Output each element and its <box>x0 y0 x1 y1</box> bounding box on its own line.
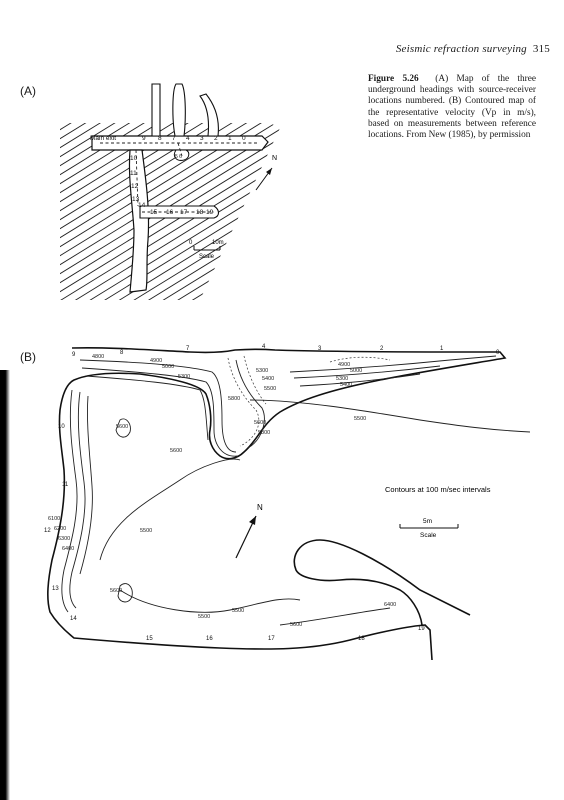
contour-value-label: 5600 <box>116 424 129 430</box>
scale-value-b: 5m <box>423 518 433 525</box>
panel-b-letter: (B) <box>20 350 36 364</box>
contour-interval-note: Contours at 100 m/sec intervals <box>385 485 491 494</box>
station-label: 4 <box>186 135 190 142</box>
station-label: 9 <box>142 135 146 142</box>
station-label: 10 <box>130 155 138 162</box>
contour-value-label: 4900 <box>150 358 163 364</box>
station-label: 14 <box>70 616 77 622</box>
station-label: 3 <box>200 135 204 142</box>
station-label: 3 <box>318 346 322 352</box>
running-head-title: Seismic refraction surveying <box>395 43 527 55</box>
station-label: 1 <box>440 346 444 352</box>
figure-caption-text: (A) Map of the three underground headings with source-receiver locations numbered. (B) Contoured map of the representative velocity (Vp in m/s), based on measurements between reference locations. From New (1985), by permission <box>368 74 536 141</box>
station-5-6-label: 5 6 <box>175 154 182 160</box>
contour-labels <box>48 354 396 628</box>
contour-value-label: 6200 <box>54 526 67 532</box>
figure-label: Figure 5.26 <box>368 74 419 84</box>
station-label: 2 <box>380 346 384 352</box>
contour-value-label: 4800 <box>92 354 105 360</box>
station-label: 15 <box>146 636 153 642</box>
station-label: 19 <box>418 626 425 632</box>
station-label: 12 <box>131 183 139 190</box>
station-label: 9 <box>72 352 76 358</box>
map-boundary <box>48 348 505 660</box>
station-label: 13 <box>132 196 140 203</box>
station-label: 19 <box>206 209 214 216</box>
contour-value-label: 5600 <box>170 448 183 454</box>
contour-value-label: 5400 <box>340 382 353 388</box>
contour-value-label: 5500 <box>354 416 367 422</box>
station-label: 8 <box>158 135 162 142</box>
contour-value-label: 5800 <box>258 430 271 436</box>
station-label: 15 <box>150 209 158 216</box>
scale-label-b: Scale <box>420 532 437 539</box>
contour-value-label: 6300 <box>58 536 71 542</box>
station-label: 0 <box>242 135 246 142</box>
scale-tick-0: 0 <box>189 240 193 246</box>
contour-value-label: 6100 <box>48 516 61 522</box>
station-label: 14 <box>138 202 146 209</box>
station-label: 11 <box>130 170 137 177</box>
station-label: 10 <box>58 424 65 430</box>
station-label: 13 <box>52 586 59 592</box>
station-label: 11 <box>62 482 69 488</box>
station-label: 16 <box>166 209 174 216</box>
station-label: 12 <box>44 528 51 534</box>
contour-value-label: 5000 <box>162 364 175 370</box>
contour-value-label: 6400 <box>62 546 75 552</box>
station-label: 0 <box>496 350 500 356</box>
contour-value-label: 5800 <box>228 396 241 402</box>
scale-bar-b <box>400 518 458 539</box>
station-label: 4 <box>262 344 266 350</box>
contour-value-label: 5300 <box>256 368 269 374</box>
contour-value-label: 5300 <box>336 376 349 382</box>
station-label: 7 <box>172 135 176 142</box>
station-label: 17 <box>180 209 188 216</box>
contour-value-label: 5300 <box>178 374 191 380</box>
station-label: 18 <box>358 636 365 642</box>
station-label: 2 <box>214 135 218 142</box>
north-label-b: N <box>257 503 263 512</box>
station-label: 8 <box>120 350 124 356</box>
contour-value-label: 6400 <box>384 602 397 608</box>
contour-value-label: 5600 <box>110 588 123 594</box>
panel-a-letter: (A) <box>20 84 36 98</box>
contour-value-label: 5400 <box>262 376 275 382</box>
scan-edge-shadow <box>0 370 10 800</box>
scale-tick-10m: 10m <box>212 240 224 246</box>
page-number: 315 <box>532 43 550 55</box>
contour-value-label: 5500 <box>140 528 153 534</box>
scale-label-a: Scale <box>199 254 215 260</box>
station-label: 1 <box>228 135 232 142</box>
main-exit-label: Main exit <box>90 135 117 142</box>
contour-value-label: 5500 <box>232 608 245 614</box>
north-arrow-b <box>236 503 263 558</box>
contour-value-label: 5500 <box>264 386 277 392</box>
station-label: 18 <box>196 209 204 216</box>
contour-value-label: 4900 <box>338 362 351 368</box>
station-label: 16 <box>206 636 213 642</box>
station-label: 17 <box>268 636 275 642</box>
contour-value-label: 5600 <box>254 420 267 426</box>
station-label: 7 <box>186 346 190 352</box>
contour-value-label: 5600 <box>290 622 303 628</box>
contour-value-label: 5500 <box>198 614 211 620</box>
contour-value-label: 5000 <box>350 368 363 374</box>
north-label-a: N <box>272 155 278 162</box>
